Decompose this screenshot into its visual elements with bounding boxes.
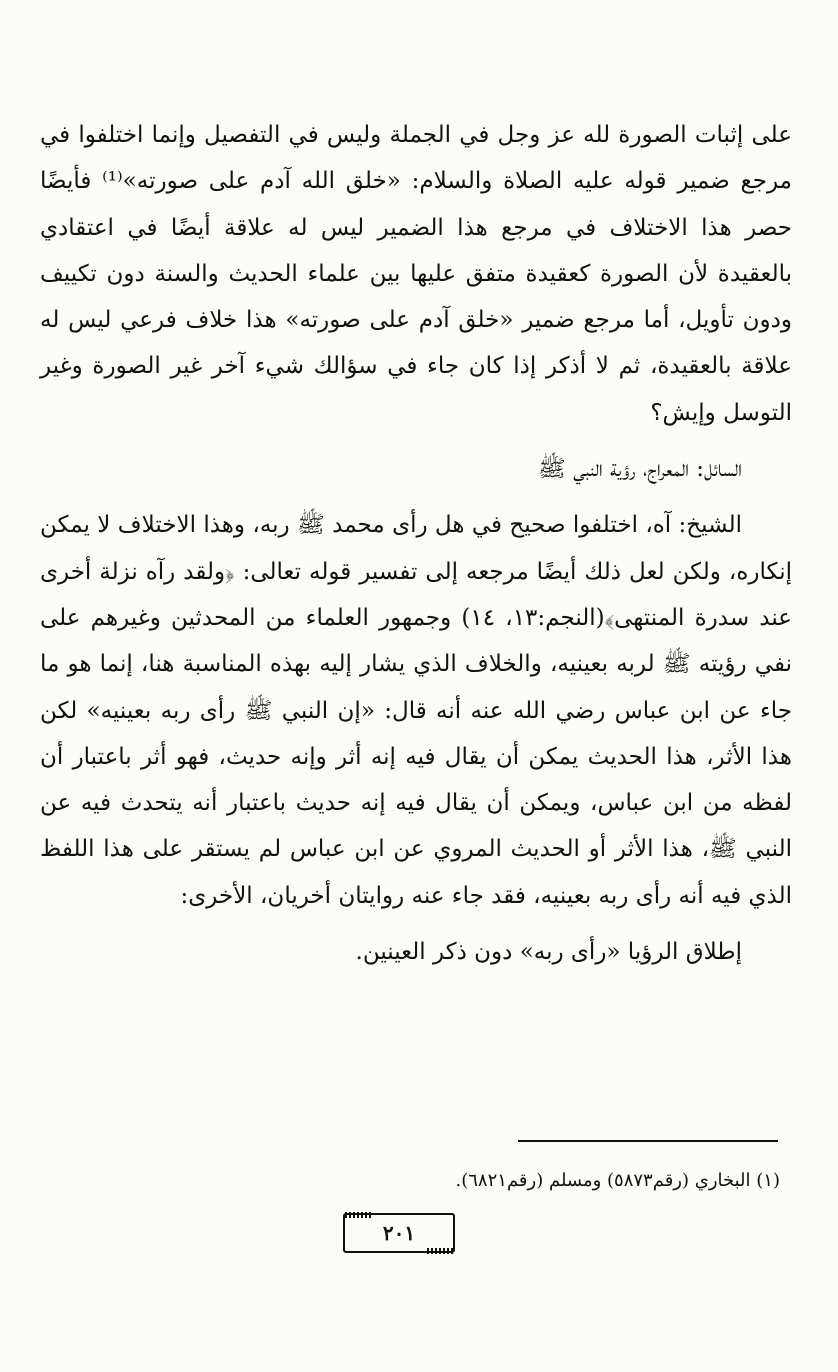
paragraph-vision-narration: إطلاق الرؤيا «رأى ربه» دون ذكر العينين.	[355, 939, 742, 966]
page-number: ٢٠١	[382, 1221, 416, 1245]
footnote-divider	[518, 1140, 778, 1142]
paragraph-questioner: السائل: المعراج، رؤية النبي ﷺ	[538, 456, 742, 483]
footnote: (١) البخاري (رقم٥٨٧٣) ومسلم (رقم٦٨٢١).	[455, 1170, 780, 1191]
body-text	[40, 112, 792, 975]
paragraph-image-belief: على إثبات الصورة لله عز وجل في الجملة وليس في التفصيل وإنما اختلفوا في مرجع ضمير قوله عليه الصلاة والسلام: «خلق الله آدم على صورته»⁽¹⁾ فأيضًا حصر هذا الاختلاف في مرجع هذا الضمير ليس له علاقة أيضًا في اعتقادي بالعقيدة لأن الصورة كعقيدة متفق عليها بين علماء الحديث والسنة دون تكييف ودون تأويل، أما مرجع ضمير «خلق آدم على صورته» هذا خلاف فرعي ليس له علاقة بالعقيدة، ثم لا أذكر إذا كان جاء في سؤالك شيء آخر غير الصورة وغير التوسل وإيش؟	[40, 122, 793, 426]
paragraph-sheikh-answer: الشيخ: آه، اختلفوا صحيح في هل رأى محمد ﷺ ربه، وهذا الاختلاف لا يمكن إنكاره، ولكن لعل ذلك أيضًا مرجعه إلى تفسير قوله تعالى: ﴿ولقد رآه نزلة أخرى عند سدرة المنتهى﴾(النجم:١٣، ١٤) وجمهور العلماء من المحدثين وغيرهم على نفي رؤيته ﷺ لربه بعينيه، والخلاف الذي يشار إليه بهذه المناسبة هنا، إنما هو ما جاء عن ابن عباس رضي الله عنه أنه قال: «إن النبي ﷺ رأى ربه بعينيه» لكن هذا الأثر، هذا الحديث يمكن أن يقال فيه إنه أثر وإنه حديث، فهو أثر باعتبار أن لفظه من ابن عباس، ويمكن أن يقال فيه إنه حديث باعتبار أنه يتحدث فيه عن النبي ﷺ، هذا الأثر أو الحديث المروي عن ابن عباس لم يستقر على هذا اللفظ الذي فيه أنه رأى ربه بعينيه، فقد جاء عنه روايتان أخريان، الأخرى:	[40, 512, 793, 909]
page-number-ornament	[343, 1213, 455, 1253]
